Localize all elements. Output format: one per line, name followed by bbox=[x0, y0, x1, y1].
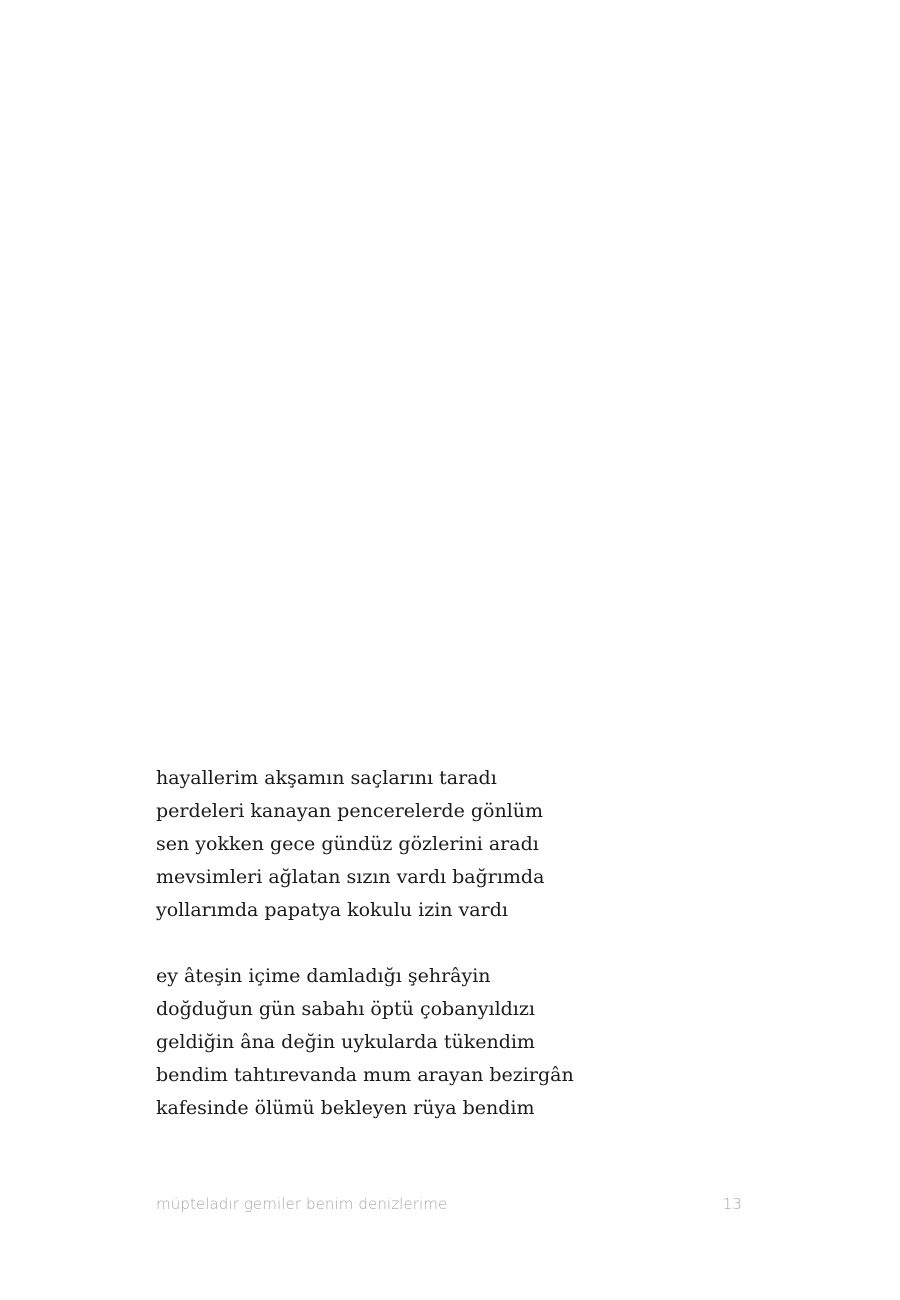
poem-line: ey âteşin içime damladığı şehrâyin bbox=[156, 965, 491, 987]
poem-line: sen yokken gece gündüz gözlerini aradı bbox=[156, 833, 539, 855]
poem-body bbox=[156, 762, 776, 1125]
poem-line: doğduğun gün sabahı öptü çobanyıldızı bbox=[156, 998, 535, 1020]
running-footer-title: müpteladır gemiler benim denizlerime bbox=[156, 1195, 448, 1213]
poem-line: yollarımda papatya kokulu izin vardı bbox=[156, 899, 508, 921]
poem-line: hayallerim akşamın saçlarını taradı bbox=[156, 767, 497, 789]
page-number: 13 bbox=[722, 1195, 742, 1213]
poem-line: kafesinde ölümü bekleyen rüya bendim bbox=[156, 1097, 535, 1119]
poem-line: bendim tahtırevanda mum arayan bezirgân bbox=[156, 1064, 574, 1086]
poem-line: perdeleri kanayan pencerelerde gönlüm bbox=[156, 800, 544, 822]
poem-line: mevsimleri ağlatan sızın vardı bağrımda bbox=[156, 866, 545, 888]
stanza-2 bbox=[156, 960, 776, 1125]
poem-line: geldiğin âna değin uykularda tükendim bbox=[156, 1031, 535, 1053]
stanza-1 bbox=[156, 762, 776, 927]
page-footer bbox=[156, 1193, 742, 1215]
